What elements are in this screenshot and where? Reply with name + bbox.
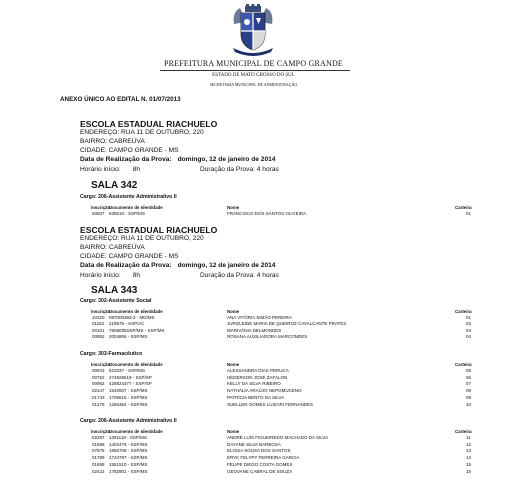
- cell-nome: MARIVÂNIA DELMONDES: [227, 327, 282, 333]
- cell-carteira: 03: [466, 327, 472, 333]
- cell-inscricao: 00852: [92, 334, 105, 340]
- start-time: [80, 166, 140, 173]
- cell-carteira: 06: [466, 374, 472, 380]
- cell-documento: 1551510 - SSP/MS: [109, 461, 148, 467]
- exam-duration: Duração da Prova: 4 horas: [200, 272, 279, 279]
- cell-nome: HÉDERSON JOSÉ ZAFALON: [227, 374, 288, 380]
- cell-carteira: 09: [466, 394, 472, 400]
- school-address: ENDEREÇO: RUA 11 DE OUTUBRO, 220: [80, 235, 204, 242]
- annex-title: ANEXO ÚNICO AO EDITAL N. 01/07/2013: [60, 96, 181, 103]
- cell-documento: 1402479 - SSP/MS: [109, 441, 148, 447]
- start-time-value: 8h: [132, 166, 141, 173]
- cell-carteira: 02: [466, 321, 472, 327]
- exam-date: [80, 156, 275, 163]
- cell-inscricao: 01162: [92, 321, 105, 327]
- school-neighborhood: BAIRRO: CABREÚVA: [80, 244, 145, 251]
- cell-documento: 1855708 - SSP/MS: [109, 448, 148, 454]
- cell-documento: 219575 - SSP/AC: [109, 321, 145, 327]
- cell-inscricao: 02422: [92, 468, 105, 474]
- cell-documento: 274928619 - SSP/SP: [109, 374, 152, 380]
- room-title: SALA 343: [91, 285, 138, 296]
- cell-inscricao: 00843: [92, 368, 105, 373]
- col-carteira: Carteira: [455, 309, 472, 314]
- cell-nome: FELIPE DIEGO COSTA GOMES: [227, 461, 293, 467]
- cell-documento: 1540607 - SSP/MS: [109, 388, 148, 394]
- start-time-label: Horário início:: [80, 166, 121, 173]
- cell-inscricao: 01658: [92, 461, 105, 467]
- school-name: ESCOLA ESTADUAL RIACHUELO: [80, 225, 218, 235]
- exam-date-label: Data de Realização da Prova:: [80, 262, 172, 269]
- header-state: ESTADO DE MATO GROSSO DO SUL: [212, 73, 295, 78]
- col-nome: Nome: [227, 309, 240, 314]
- header-divider: [160, 70, 350, 71]
- cell-nome: JURGLEIDE MARIA DE QUEIROZ CAVALCANTE PRATES: [227, 321, 347, 327]
- col-carteira: Carteira: [455, 429, 472, 434]
- cell-documento: 1782901 - SSP/MS: [109, 468, 148, 474]
- col-carteira: Carteira: [455, 362, 472, 367]
- cell-documento: 1266354 - SSP/MS: [109, 401, 148, 407]
- cell-carteira: 07: [466, 381, 472, 387]
- col-carteira: Carteira: [455, 205, 472, 210]
- exam-date-value: domingo, 12 de janeiro de 2014: [177, 262, 276, 269]
- school-city: CIDADE: CAMPO GRANDE - MS: [80, 253, 179, 260]
- position-title: Cargo: 303-Farmacêutico: [80, 351, 143, 357]
- cell-carteira: 01: [466, 211, 472, 216]
- col-inscricao: Inscrição: [91, 205, 111, 210]
- cell-nome: ALESSANDRA DIAS PERUCA: [227, 368, 289, 373]
- header-municipality: PREFEITURA MUNICIPAL DE CAMPO GRANDE: [163, 59, 344, 68]
- header-secretariat: SECRETARIA MUNICIPAL DE ADMINISTRAÇÃO: [209, 82, 298, 87]
- cell-documento: 7808035SSP/MS - SSP/MS: [109, 327, 165, 333]
- cell-inscricao: 07878: [92, 448, 105, 454]
- cell-nome: ELOISA SOUSA DOS SANTOS: [227, 448, 291, 454]
- cell-nome: ROSANA AUXILIADORA MARCONDES: [227, 334, 308, 340]
- cell-nome: PATRÍCIA BENTO DA SILVA: [227, 394, 285, 400]
- school-name: ESCOLA ESTADUAL RIACHUELO: [80, 119, 218, 129]
- cell-carteira: 11: [466, 435, 471, 440]
- col-documento: Documento de Identidade: [109, 309, 163, 314]
- col-documento: Documento de Identidade: [109, 205, 163, 210]
- cell-documento: 1391118 - SSP/MS: [109, 435, 147, 440]
- exam-date: [80, 262, 275, 269]
- col-nome: Nome: [227, 429, 240, 434]
- cell-carteira: 16: [466, 468, 472, 474]
- cell-nome: ERYK FELYPY FERREIRA GARCIA: [227, 455, 300, 461]
- cell-carteira: 15: [466, 461, 472, 467]
- school-address: ENDEREÇO: RUA 11 DE OUTUBRO, 220: [80, 129, 204, 136]
- start-time-value: 8h: [132, 272, 141, 279]
- cell-carteira: 10: [466, 401, 472, 407]
- col-documento: Documento de Identidade: [109, 429, 163, 434]
- cell-inscricao: 01688: [92, 441, 105, 447]
- col-inscricao: Inscrição: [91, 309, 111, 314]
- cell-inscricao: 01789: [92, 455, 105, 461]
- cell-nome: NATHÁLIA ARAÚJO NEPOMUCENO: [227, 388, 302, 394]
- col-nome: Nome: [227, 205, 240, 210]
- col-documento: Documento de Identidade: [109, 362, 163, 367]
- start-time: [80, 272, 140, 279]
- cell-carteira: 13: [466, 448, 472, 454]
- cell-nome: ANDRÉ LUÍS FIGUEIREDO MACHADO DA SILVA: [227, 435, 329, 440]
- cell-nome: DAYANE SILVA BARBOSA: [227, 441, 281, 447]
- cell-carteira: 08: [466, 388, 472, 394]
- school-city: CIDADE: CAMPO GRANDE - MS: [80, 147, 179, 154]
- cell-documento: 428824377 - SSP/SP: [109, 381, 152, 387]
- cell-inscricao: 00962: [92, 381, 105, 387]
- cell-inscricao: 10320: [92, 315, 105, 320]
- cell-inscricao: 01279: [92, 401, 105, 407]
- cell-inscricao: 01743: [92, 394, 105, 400]
- cell-carteira: 04: [466, 334, 472, 340]
- cell-documento: 1734797 - SSP/MS: [109, 455, 148, 461]
- position-title: Cargo: 302-Assistente Social: [80, 298, 152, 304]
- cell-carteira: 12: [466, 441, 472, 447]
- cell-documento: 097000383-3 - MD/MS: [109, 315, 155, 320]
- cell-nome: KELLY DA SILVA RIBEIRO: [227, 381, 281, 387]
- exam-date-value: domingo, 12 de janeiro de 2014: [177, 156, 276, 163]
- cell-documento: 839510 - SSP/MS: [109, 211, 146, 216]
- cell-nome: ANA VITÓRIA SIMÃO PEREIRA: [227, 315, 292, 320]
- exam-date-label: Data de Realização da Prova:: [80, 156, 172, 163]
- cell-carteira: 14: [466, 455, 472, 461]
- room-title: SALA 342: [91, 180, 138, 191]
- cell-carteira: 01: [466, 315, 472, 320]
- cell-inscricao: 02147: [92, 388, 105, 394]
- school-neighborhood: BAIRRO: CABREÚVA: [80, 138, 145, 145]
- position-title: Cargo: 206-Assistente Administrativo II: [80, 194, 177, 200]
- exam-duration: Duração da Prova: 4 horas: [200, 166, 279, 173]
- cell-documento: 522037 - SSP/MS: [109, 368, 146, 373]
- cell-inscricao: 00507: [92, 211, 105, 216]
- cell-nome: SUELLEN GOMES LUIZARI FERNANDES: [227, 401, 314, 407]
- cell-carteira: 05: [466, 368, 472, 373]
- col-inscricao: Inscrição: [91, 362, 111, 367]
- cell-inscricao: 00752: [92, 374, 105, 380]
- cell-nome: GEOVANE CABRAL DE SOUZA: [227, 468, 293, 474]
- cell-documento: 1709616 - SSP/MS: [109, 394, 148, 400]
- col-nome: Nome: [227, 362, 240, 367]
- cell-documento: 2004906 - SSP/MS: [109, 334, 148, 340]
- cell-inscricao: 00101: [92, 327, 105, 333]
- cell-inscricao: 02297: [92, 435, 105, 440]
- municipal-coat-of-arms-icon: [230, 4, 276, 56]
- cell-nome: FRANCISCO DOS SANTOS OLIVEIRA: [227, 211, 307, 216]
- position-title: Cargo: 206-Assistente Administrativo II: [80, 418, 177, 424]
- start-time-label: Horário início:: [80, 272, 121, 279]
- col-inscricao: Inscrição: [91, 429, 111, 434]
